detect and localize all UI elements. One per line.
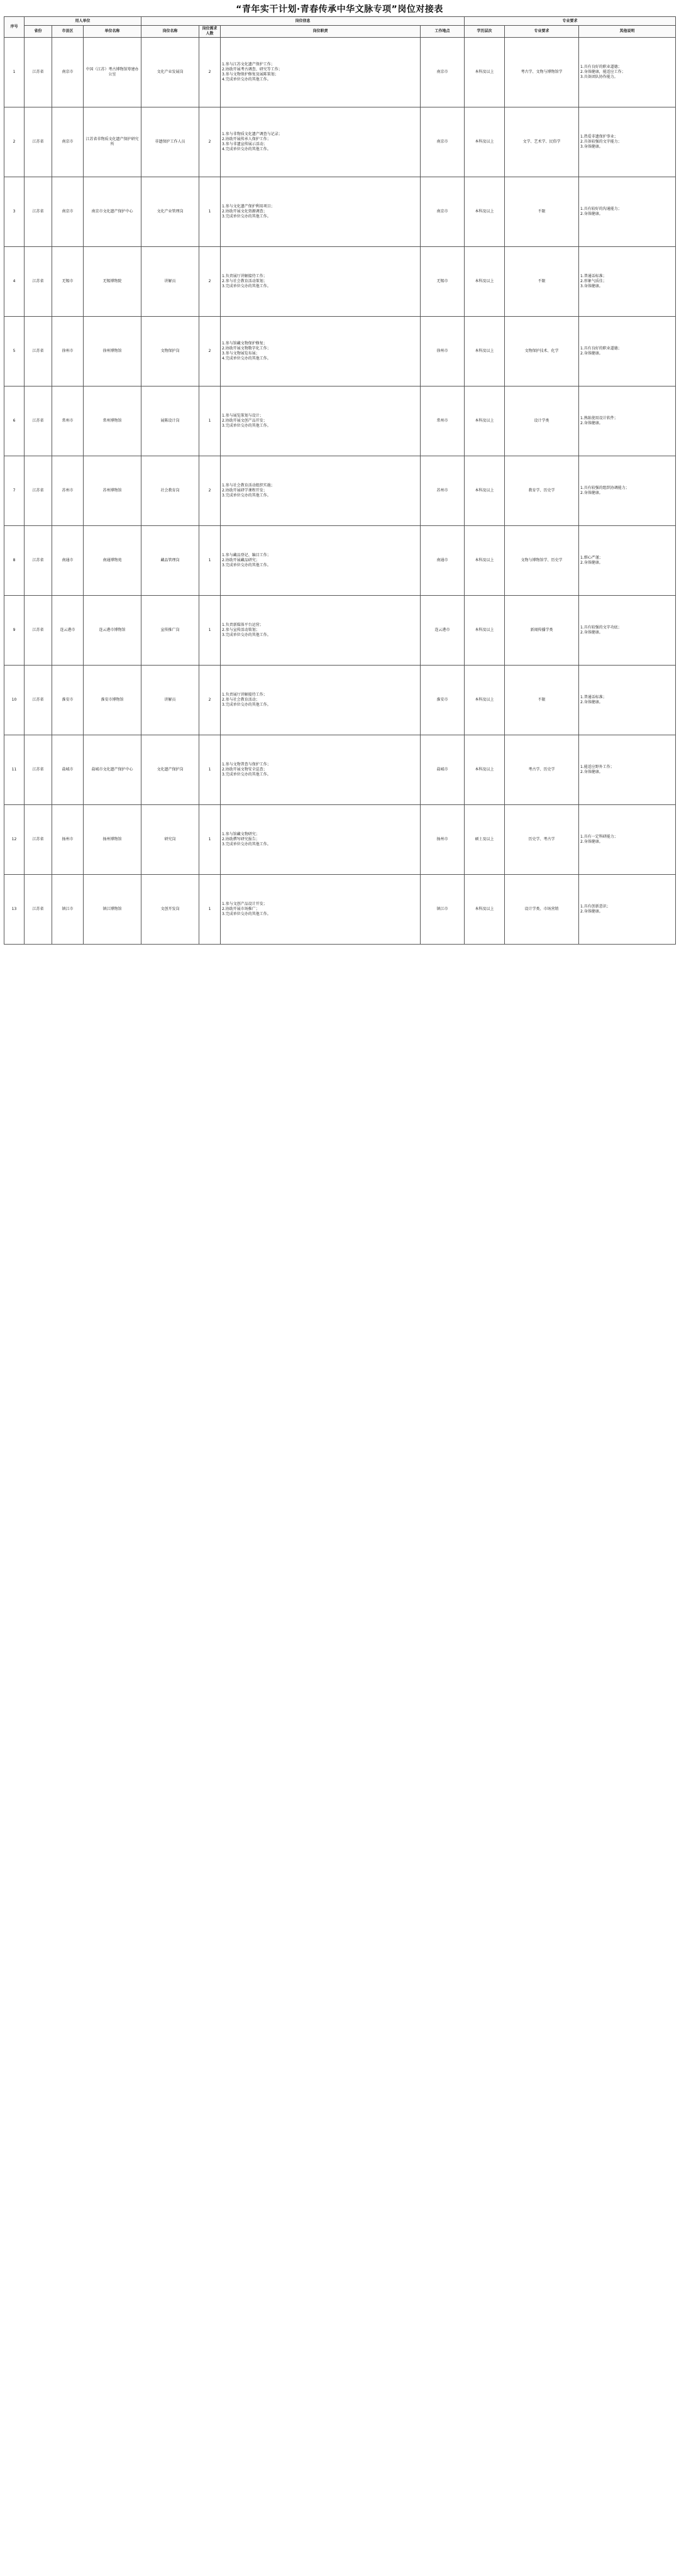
row-unit: 中国（江苏）考古博物馆筹建办公室 (84, 38, 141, 107)
row-no: 7 (4, 456, 25, 526)
header-req-group: 专业要求 (465, 17, 676, 26)
row-post: 文物保护岗 (141, 317, 199, 386)
row-unit: 无锡博物院 (84, 247, 141, 317)
row-place: 盐城市 (421, 735, 465, 805)
row-post: 藏品管理岗 (141, 526, 199, 596)
row-note: 1.具有较强的组织协调能力； 2.身体健康。 (579, 456, 676, 526)
row-place: 苏州市 (421, 456, 465, 526)
row-duty: 1.参与展览策划与设计； 2.协助开展文创产品开发； 3.完成单位交办的其他工作。 (221, 386, 421, 456)
row-no: 4 (4, 247, 25, 317)
row-note: 1.具有较好的沟通能力； 2.身体健康。 (579, 177, 676, 247)
row-city: 常州市 (52, 386, 84, 456)
row-post: 文化遗产保护岗 (141, 735, 199, 805)
row-no: 6 (4, 386, 25, 456)
row-place: 南京市 (421, 177, 465, 247)
row-count: 2 (199, 107, 221, 177)
row-count: 2 (199, 666, 221, 735)
header-unit: 单位名称 (84, 26, 141, 38)
row-city: 无锡市 (52, 247, 84, 317)
row-city: 苏州市 (52, 456, 84, 526)
table-row (4, 666, 676, 735)
row-unit: 盐城市文化遗产保护中心 (84, 735, 141, 805)
row-province: 江苏省 (25, 177, 52, 247)
row-degree: 本科及以上 (465, 875, 505, 945)
row-province: 江苏省 (25, 805, 52, 875)
row-post: 宣传推广岗 (141, 596, 199, 666)
row-place: 淮安市 (421, 666, 465, 735)
row-note: 1.细心严谨； 2.身体健康。 (579, 526, 676, 596)
row-degree: 本科及以上 (465, 177, 505, 247)
row-city: 镇江市 (52, 875, 84, 945)
row-province: 江苏省 (25, 875, 52, 945)
row-duty: 1.参与非物质文化遗产调查与记录； 2.协助开展传承人保护工作； 3.参与非遗宣传展示活动； 4.完成单位交办的其他工作。 (221, 107, 421, 177)
row-post: 展陈设计岗 (141, 386, 199, 456)
row-city: 南京市 (52, 177, 84, 247)
header-degree: 学历层次 (465, 26, 505, 38)
row-post: 文化产业管理岗 (141, 177, 199, 247)
table-row (4, 38, 676, 107)
row-degree: 本科及以上 (465, 107, 505, 177)
row-major: 不限 (505, 177, 579, 247)
row-unit: 常州博物馆 (84, 386, 141, 456)
row-degree: 本科及以上 (465, 526, 505, 596)
row-province: 江苏省 (25, 666, 52, 735)
header-note: 其他说明 (579, 26, 676, 38)
row-duty: 1.参与文化遗产保护利用项目； 2.协助开展文化资源调查； 3.完成单位交办的其他工作。 (221, 177, 421, 247)
row-major: 新闻传播学类 (505, 596, 579, 666)
row-count: 2 (199, 38, 221, 107)
row-count: 2 (199, 247, 221, 317)
row-unit: 南京市文化遗产保护中心 (84, 177, 141, 247)
row-major: 设计学类 (505, 386, 579, 456)
row-degree: 本科及以上 (465, 456, 505, 526)
row-city: 南通市 (52, 526, 84, 596)
row-province: 江苏省 (25, 317, 52, 386)
row-no: 12 (4, 805, 25, 875)
row-unit: 镇江博物馆 (84, 875, 141, 945)
table-row (4, 177, 676, 247)
row-note: 1.具有良好的职业道德； 2.身体健康，能适应工作； 3.具备团队协作能力。 (579, 38, 676, 107)
row-duty: 1.参与文物普查与保护工作； 2.协助开展文物安全巡查； 3.完成单位交办的其他工作。 (221, 735, 421, 805)
row-city: 盐城市 (52, 735, 84, 805)
row-unit: 江苏省非物质文化遗产保护研究所 (84, 107, 141, 177)
row-major: 设计学类、市场营销 (505, 875, 579, 945)
row-note: 1.具有较强的文字功底； 2.身体健康。 (579, 596, 676, 666)
row-province: 江苏省 (25, 596, 52, 666)
row-duty: 1.负责新媒体平台运营； 2.参与宣传活动策划； 3.完成单位交办的其他工作。 (221, 596, 421, 666)
row-count: 1 (199, 875, 221, 945)
row-degree: 本科及以上 (465, 735, 505, 805)
row-note: 1.能适应野外工作； 2.身体健康。 (579, 735, 676, 805)
row-place: 无锡市 (421, 247, 465, 317)
row-major: 考古学、历史学 (505, 735, 579, 805)
row-note: 1.具有一定科研能力； 2.身体健康。 (579, 805, 676, 875)
header-post-name: 岗位名称 (141, 26, 199, 38)
row-duty: 1.参与藏品登记、编目工作； 2.协助开展藏品研究； 3.完成单位交办的其他工作。 (221, 526, 421, 596)
row-city: 南京市 (52, 38, 84, 107)
header-city: 市县区 (52, 26, 84, 38)
row-post: 研究岗 (141, 805, 199, 875)
row-count: 2 (199, 317, 221, 386)
table-row (4, 247, 676, 317)
row-place: 南京市 (421, 38, 465, 107)
table-row (4, 526, 676, 596)
row-province: 江苏省 (25, 247, 52, 317)
row-no: 5 (4, 317, 25, 386)
row-unit: 淮安市博物馆 (84, 666, 141, 735)
row-note: 1.普通话标准； 2.形象气质佳； 3.身体健康。 (579, 247, 676, 317)
row-place: 连云港市 (421, 596, 465, 666)
row-note: 1.具有创新意识； 2.身体健康。 (579, 875, 676, 945)
row-no: 8 (4, 526, 25, 596)
row-degree: 本科及以上 (465, 38, 505, 107)
row-place: 扬州市 (421, 805, 465, 875)
row-degree: 本科及以上 (465, 386, 505, 456)
row-degree: 本科及以上 (465, 247, 505, 317)
row-post: 社会教育岗 (141, 456, 199, 526)
row-note: 1.具有良好的职业道德； 2.身体健康。 (579, 317, 676, 386)
table-row (4, 107, 676, 177)
row-major: 文学、艺术学、民俗学 (505, 107, 579, 177)
header-duty: 岗位职责 (221, 26, 421, 38)
row-no: 2 (4, 107, 25, 177)
row-province: 江苏省 (25, 735, 52, 805)
table-row (4, 386, 676, 456)
row-province: 江苏省 (25, 526, 52, 596)
row-no: 13 (4, 875, 25, 945)
row-unit: 扬州博物馆 (84, 805, 141, 875)
row-degree: 本科及以上 (465, 596, 505, 666)
table-row (4, 875, 676, 945)
row-province: 江苏省 (25, 456, 52, 526)
row-unit: 苏州博物馆 (84, 456, 141, 526)
row-major: 考古学、文物与博物馆学 (505, 38, 579, 107)
row-major: 历史学、考古学 (505, 805, 579, 875)
table-row (4, 735, 676, 805)
row-city: 扬州市 (52, 805, 84, 875)
post-table (4, 16, 676, 945)
row-city: 连云港市 (52, 596, 84, 666)
row-count: 2 (199, 456, 221, 526)
row-post: 文化产业发展岗 (141, 38, 199, 107)
row-post: 非遗保护工作人员 (141, 107, 199, 177)
row-count: 1 (199, 805, 221, 875)
row-unit: 南通博物苑 (84, 526, 141, 596)
row-duty: 1.参与江苏文化遗产保护工作； 2.协助开展考古调查、研究等工作； 3.参与文物保护修复及展陈策划； 4.完成单位交办的其他工作。 (221, 38, 421, 107)
row-duty: 1.参与馆藏文物保护修复； 2.协助开展文物数字化工作； 3.参与文物展览布展； 4.完成单位交办的其他工作。 (221, 317, 421, 386)
row-duty: 1.参与社会教育活动组织实施； 2.协助开展研学课程开发； 3.完成单位交办的其他工作。 (221, 456, 421, 526)
row-unit: 连云港市博物馆 (84, 596, 141, 666)
row-major: 文物与博物馆学、历史学 (505, 526, 579, 596)
row-major: 文物保护技术、化学 (505, 317, 579, 386)
row-province: 江苏省 (25, 386, 52, 456)
header-major: 专业要求 (505, 26, 579, 38)
row-count: 1 (199, 596, 221, 666)
row-duty: 1.参与文创产品设计开发； 2.协助开展市场推广； 3.完成单位交办的其他工作。 (221, 875, 421, 945)
row-no: 3 (4, 177, 25, 247)
header-post-group: 岗位信息 (141, 17, 465, 26)
row-province: 江苏省 (25, 107, 52, 177)
row-place: 南京市 (421, 107, 465, 177)
header-place: 工作地点 (421, 26, 465, 38)
row-post: 文创开发岗 (141, 875, 199, 945)
row-major: 教育学、历史学 (505, 456, 579, 526)
document-title: “青年实干计划·青春传承中华文脉专项”岗位对接表 (236, 4, 443, 14)
row-count: 1 (199, 177, 221, 247)
row-degree: 本科及以上 (465, 666, 505, 735)
row-degree: 硕士及以上 (465, 805, 505, 875)
table-row (4, 456, 676, 526)
row-no: 10 (4, 666, 25, 735)
row-no: 11 (4, 735, 25, 805)
row-degree: 本科及以上 (465, 317, 505, 386)
row-city: 徐州市 (52, 317, 84, 386)
row-place: 南通市 (421, 526, 465, 596)
row-city: 南京市 (52, 107, 84, 177)
row-place: 常州市 (421, 386, 465, 456)
table-row (4, 596, 676, 666)
row-duty: 1.参与馆藏文物研究； 2.协助撰写研究报告； 3.完成单位交办的其他工作。 (221, 805, 421, 875)
row-post: 讲解员 (141, 666, 199, 735)
row-city: 淮安市 (52, 666, 84, 735)
header-province: 省份 (25, 26, 52, 38)
row-post: 讲解员 (141, 247, 199, 317)
row-unit: 徐州博物馆 (84, 317, 141, 386)
row-duty: 1.负责展厅讲解接待工作； 2.参与社会教育活动； 3.完成单位交办的其他工作。 (221, 666, 421, 735)
row-note: 1.普通话标准； 2.身体健康。 (579, 666, 676, 735)
row-note: 1.熟练使用设计软件； 2.身体健康。 (579, 386, 676, 456)
row-major: 不限 (505, 247, 579, 317)
row-province: 江苏省 (25, 38, 52, 107)
table-row (4, 805, 676, 875)
row-count: 1 (199, 386, 221, 456)
row-no: 9 (4, 596, 25, 666)
row-place: 徐州市 (421, 317, 465, 386)
header-count: 岗位需求人数 (199, 26, 221, 38)
table-row (4, 317, 676, 386)
row-duty: 1.负责展厅讲解接待工作； 2.参与社会教育活动策划； 3.完成单位交办的其他工作。 (221, 247, 421, 317)
row-count: 1 (199, 526, 221, 596)
row-count: 1 (199, 735, 221, 805)
row-place: 镇江市 (421, 875, 465, 945)
header-unit-group: 用人单位 (25, 17, 141, 26)
row-no: 1 (4, 38, 25, 107)
header-no: 序号 (4, 17, 25, 38)
row-note: 1.热爱非遗保护事业； 2.具备较强的文字能力； 3.身体健康。 (579, 107, 676, 177)
row-major: 不限 (505, 666, 579, 735)
